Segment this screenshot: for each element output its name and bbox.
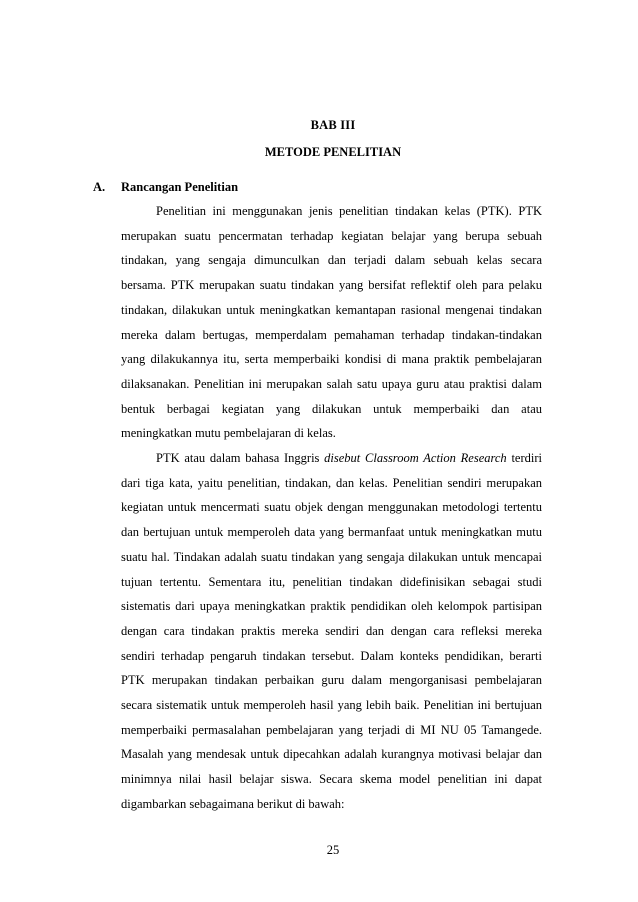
body-text: [121, 199, 542, 817]
section-heading: [93, 180, 238, 195]
page-number: 25: [326, 843, 340, 857]
paragraph-1: Penelitian ini menggunakan jenis penelitian tindakan kelas (PTK). PTK merupakan suatu pencermatan terhadap kegiatan belajar yang berupa sebuah tindakan, yang sengaja dimunculkan dan terjadi dalam sebuah kelas secara bersama. PTK merupakan suatu tindakan yang bersifat reflektif oleh para pelaku tindakan, dilakukan untuk meningkatkan kemantapan rasional mengenai tindakan mereka dalam bertugas, memperdalam pemahaman terhadap tindakan-tindakan yang dilakukannya itu, serta memperbaiki kondisi di mana praktik pembelajaran dilaksanakan. Penelitian ini merupakan salah satu upaya guru atau praktisi dalam bentuk berbagai kegiatan yang dilakukan untuk memperbaiki dan atau meningkatkan mutu pembelajaran di kelas.: [121, 204, 542, 441]
paragraph-2-before: PTK atau dalam bahasa Inggris: [156, 451, 325, 466]
paragraph-2-italic-term: disebut Classroom Action Research: [324, 451, 507, 466]
section-title: Rancangan Penelitian: [121, 180, 239, 194]
paragraph-2-after: terdiri dari tiga kata, yaitu penelitian, tindakan, dan kelas. Penelitian sendiri merupakan kegiatan untuk mencermati suatu objek dengan menggunakan metodologi tertentu dan bertujuan untuk memperoleh data yang bermanfaat untuk meningkatkan mutu suatu hal. Tindakan adalah suatu tindakan yang sengaja dilakukan untuk mencapai tujuan tertentu. Sementara itu, penelitian tindakan didefinisikan sebagai studi sistematis dari upaya meningkatkan praktik pendidikan oleh kelompok partisipan dengan cara tindakan praktis mereka sendiri dan dengan cara refleksi mereka sendiri terhadap pengaruh tindakan tersebut. Dalam konteks pendidikan, berarti PTK merupakan tindakan perbaikan guru dalam mengorganisasi pembelajaran secara sistematik untuk memperoleh hasil yang lebih baik. Penelitian ini bertujuan memperbaiki permasalahan pembelajaran yang terjadi di MI NU 05 Tamangede. Masalah yang mendesak untuk dipecahkan adalah kurangnya motivasi belajar dan minimnya nilai hasil belajar siswa. Secara skema model penelitian ini dapat digambarkan sebagaimana berikut di bawah:: [121, 451, 542, 811]
paragraph-2: [121, 446, 542, 817]
chapter-title: METODE PENELITIAN: [264, 145, 402, 159]
chapter-number: BAB III: [310, 118, 356, 132]
section-letter: A.: [93, 180, 106, 194]
